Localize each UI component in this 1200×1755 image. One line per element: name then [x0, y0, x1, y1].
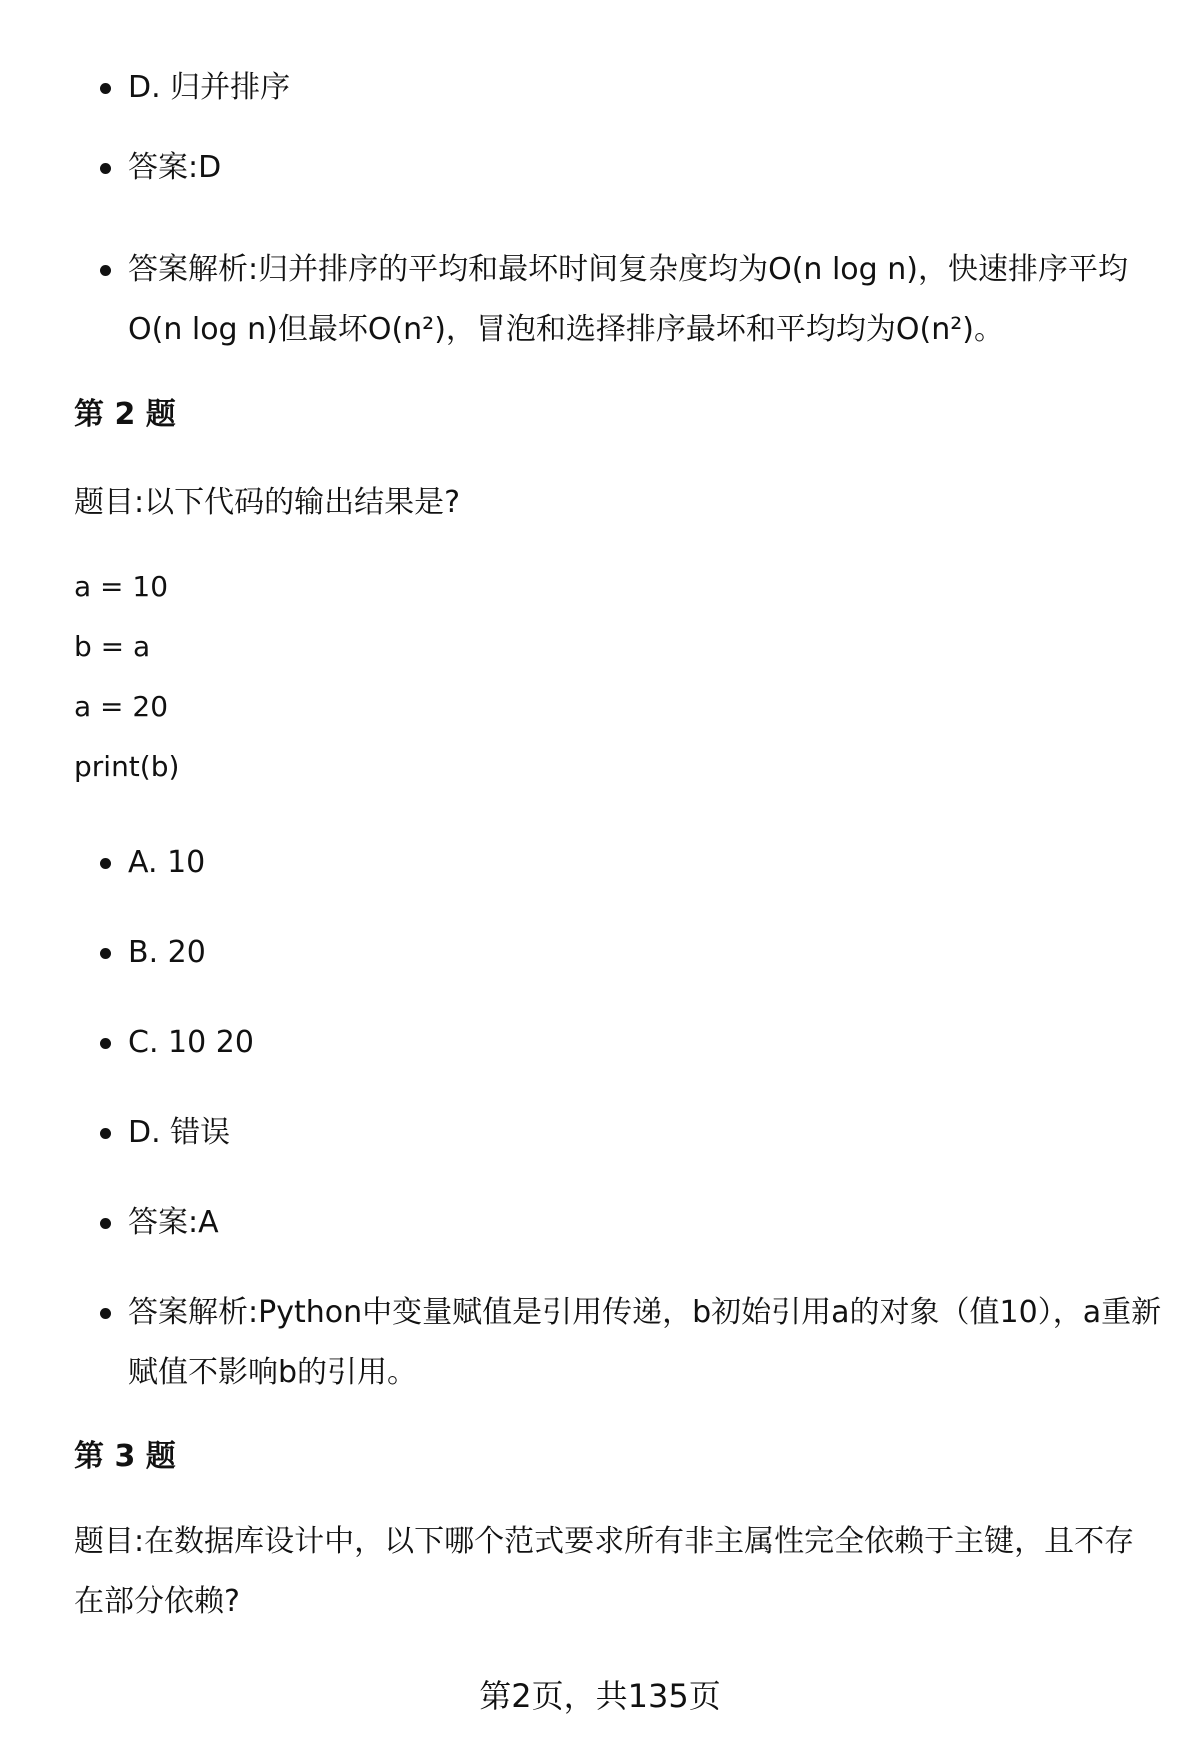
question-3-text: 题目:在数据库设计中，以下哪个范式要求所有非主属性完全依赖于主键，且不存在部分依赖?: [74, 1524, 1135, 1619]
option-b: B. 20: [74, 923, 1164, 983]
option-d: D. 归并排序: [74, 58, 1164, 118]
answer-analysis: 答案解析:归并排序的平均和最坏时间复杂度均为O(n log n)，快速排序平均O(n log n)但最坏O(n²)，冒泡和选择排序最坏和平均均为O(n²)。: [74, 240, 1164, 360]
question-2-heading: 第 2 题: [74, 397, 176, 432]
q1-options-tail: [74, 58, 1164, 118]
question-3-heading: 第 3 题: [74, 1439, 176, 1474]
q1-analysis-list: [74, 240, 1164, 360]
page-number: 第2页，共135页: [479, 1677, 721, 1715]
option-a: A. 10: [74, 833, 1164, 893]
question-2-options: [74, 833, 1164, 1403]
option-d: D. 错误: [74, 1103, 1164, 1163]
code-line: print(b): [74, 750, 180, 783]
q1-answer-list: [74, 138, 1164, 198]
answer: 答案:D: [74, 138, 1164, 198]
question-2-text: 题目:以下代码的输出结果是?: [74, 485, 461, 520]
code-line: a = 10: [74, 570, 169, 603]
option-c: C. 10 20: [74, 1013, 1164, 1073]
answer: 答案:A: [74, 1193, 1164, 1253]
code-line: a = 20: [74, 690, 169, 723]
code-line: b = a: [74, 630, 151, 663]
answer-analysis: 答案解析:Python中变量赋值是引用传递，b初始引用a的对象（值10），a重新赋值不影响b的引用。: [74, 1283, 1164, 1403]
code-block: [74, 557, 1164, 797]
